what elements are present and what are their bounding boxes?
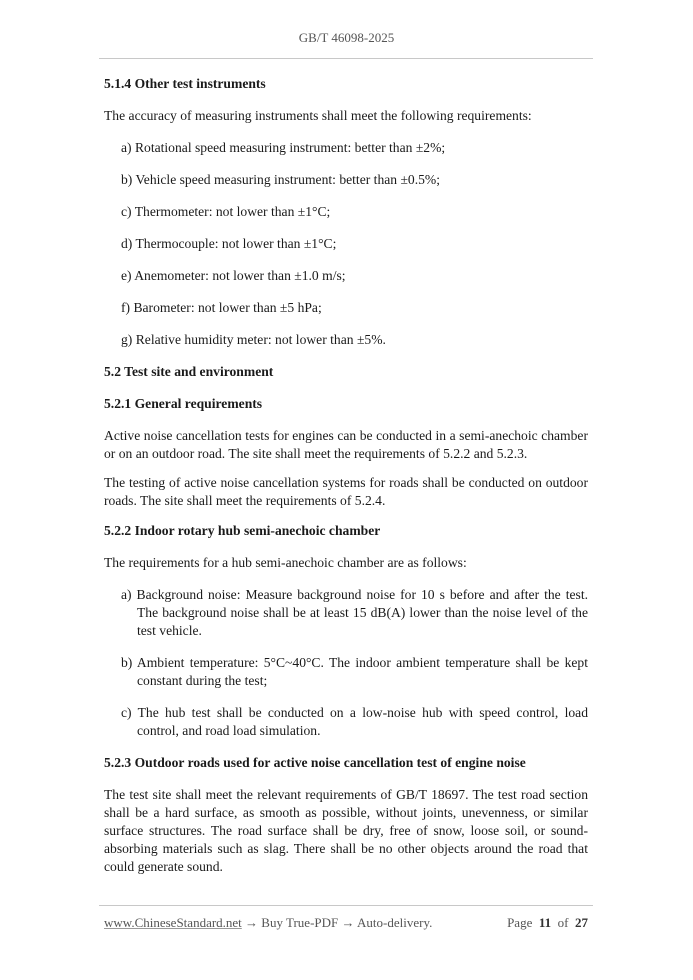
paragraph: The requirements for a hub semi-anechoic chamber are as follows: — [104, 555, 467, 570]
footer-tagline: → Buy True-PDF → Auto-delivery. — [241, 915, 433, 930]
chinesestandard-link[interactable]: www.ChineseStandard.net — [104, 915, 242, 930]
paragraph: The accuracy of measuring instruments shall meet the following requirements: — [104, 108, 532, 123]
page-body — [104, 75, 588, 876]
list-item: e) Anemometer: not lower than ±1.0 m/s; — [121, 268, 346, 283]
heading-5-1-4: 5.1.4 Other test instruments — [104, 76, 266, 91]
heading-5-2: 5.2 Test site and environment — [104, 364, 274, 379]
page-of: of — [557, 915, 569, 930]
page-footer — [104, 915, 588, 931]
list-item: f) Barometer: not lower than ±5 hPa; — [121, 300, 322, 315]
page-label: Page — [507, 915, 533, 930]
paragraph: The testing of active noise cancellation systems for roads shall be conducted on outdoor roads. The site shall meet the requirements of 5.2.4. — [104, 475, 588, 508]
list-item: c) The hub test shall be conducted on a low-noise hub with speed control, load control, and road load simulation. — [121, 705, 588, 738]
paragraph: The test site shall meet the relevant requirements of GB/T 18697. The test road section shall be a hard surface, as smooth as possible, without joints, unevenness, or similar surface structures. The road surface shall be dry, free of snow, loose soil, or sound-absorbing materials such as slag. There shall be no other objects around the road that could generate sound. — [104, 787, 588, 874]
list-item: b) Ambient temperature: 5°C~40°C. The indoor ambient temperature shall be kept constant during the test; — [121, 655, 588, 688]
list-item: b) Vehicle speed measuring instrument: better than ±0.5%; — [121, 172, 441, 187]
heading-5-2-2: 5.2.2 Indoor rotary hub semi-anechoic chamber — [104, 523, 381, 538]
list-item: g) Relative humidity meter: not lower than ±5%. — [121, 332, 386, 347]
header-divider — [99, 58, 593, 59]
list-item: a) Rotational speed measuring instrument: better than ±2%; — [121, 140, 446, 155]
list-item: c) Thermometer: not lower than ±1°C; — [121, 204, 331, 219]
footer-divider — [99, 905, 593, 906]
page-current: 11 — [538, 915, 552, 930]
heading-5-2-1: 5.2.1 General requirements — [104, 396, 263, 411]
running-header: GB/T 46098-2025 — [298, 30, 395, 45]
page-indicator — [507, 915, 588, 931]
list-item: a) Background noise: Measure background noise for 10 s before and after the test. The background noise shall be at least 15 dB(A) lower than the noise level of the test vehicle. — [121, 587, 588, 638]
heading-5-2-3: 5.2.3 Outdoor roads used for active noise cancellation test of engine noise — [104, 755, 526, 770]
paragraph: Active noise cancellation tests for engines can be conducted in a semi-anechoic chamber or on an outdoor road. The site shall meet the requirements of 5.2.2 and 5.2.3. — [104, 428, 588, 461]
list-item: d) Thermocouple: not lower than ±1°C; — [121, 236, 337, 251]
page-total: 27 — [575, 915, 588, 930]
